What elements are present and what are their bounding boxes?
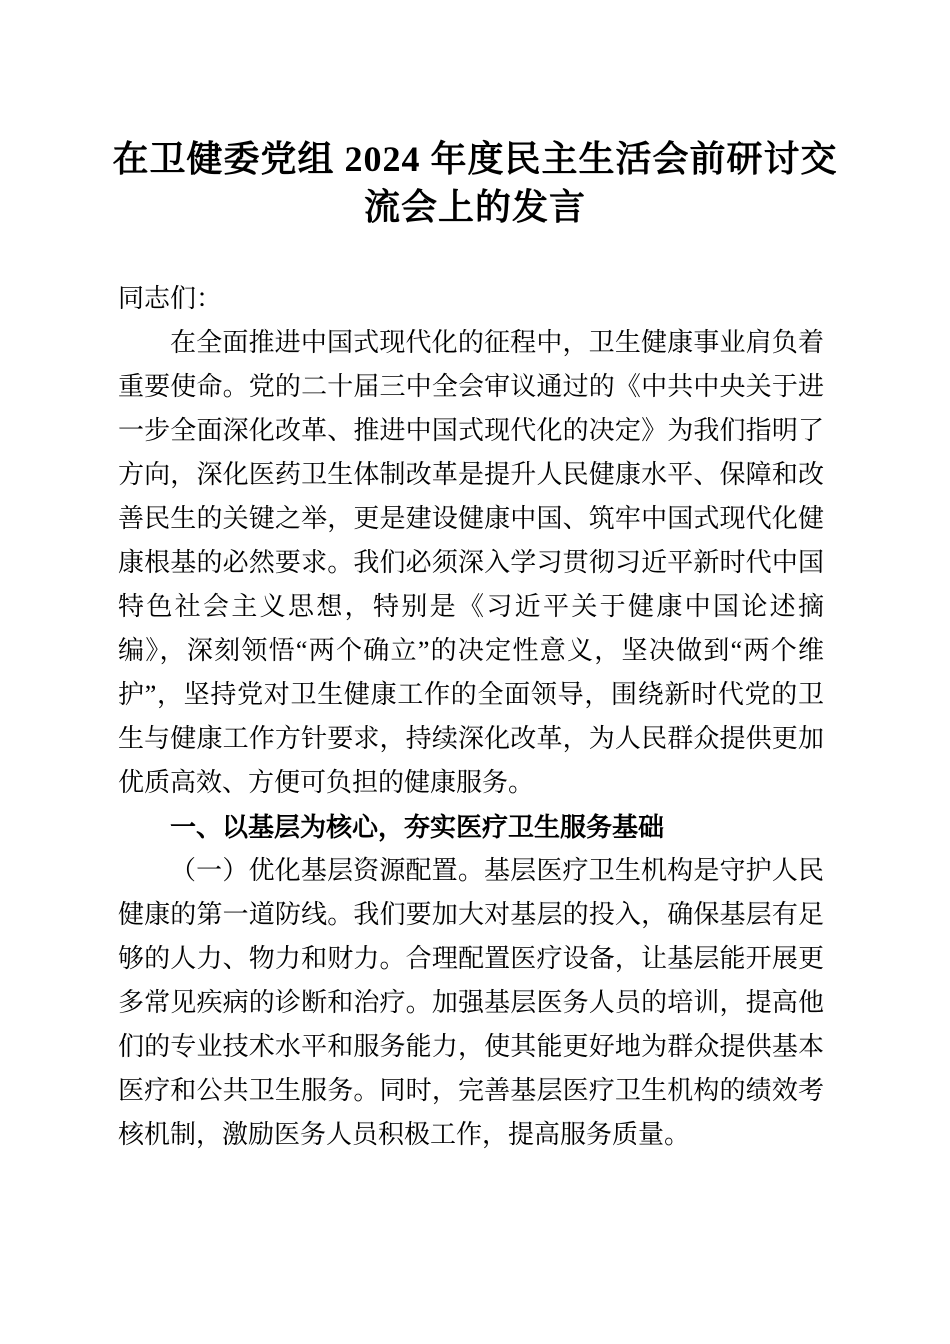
salutation: 同志们： — [118, 284, 223, 313]
paragraph-section-1-point-1: （一）优化基层资源配置。基层医疗卫生机构是守护人民健康的第一道防线。我们要加大对基层的投入，确保基层有足够的人力、物力和财力。合理配置医疗设备，让基层能开展更多常见疾病的诊断和治疗。加强基层医务人员的培训，提高他们的专业技术水平和服务能力，使其能更好地为群众提供基本医疗和公共卫生服务。同时，完善基层医疗卫生机构的绩效考核机制，激励医务人员积极工作，提高服务质量。 — [118, 856, 824, 1149]
document-body — [118, 277, 824, 1157]
paragraph-opening: 在全面推进中国式现代化的征程中，卫生健康事业肩负着重要使命。党的二十届三中全会审议通过的《中共中央关于进一步全面深化改革、推进中国式现代化的决定》为我们指明了方向，深化医药卫生体制改革是提升人民健康水平、保障和改善民生的关键之举，更是建设健康中国、筑牢中国式现代化健康根基的必然要求。我们必须深入学习贯彻习近平新时代中国特色社会主义思想，特别是《习近平关于健康中国论述摘编》，深刻领悟“两个确立”的决定性意义，坚决做到“两个维护”，坚持党对卫生健康工作的全面领导，围绕新时代党的卫生与健康工作方针要求，持续深化改革，为人民群众提供更加优质高效、方便可负担的健康服务。 — [118, 328, 824, 797]
section-heading-1: 一、以基层为核心，夯实医疗卫生服务基础 — [170, 812, 665, 842]
document-title: 在卫健委党组 2024 年度民主生活会前研讨交流会上的发言 — [112, 139, 838, 227]
